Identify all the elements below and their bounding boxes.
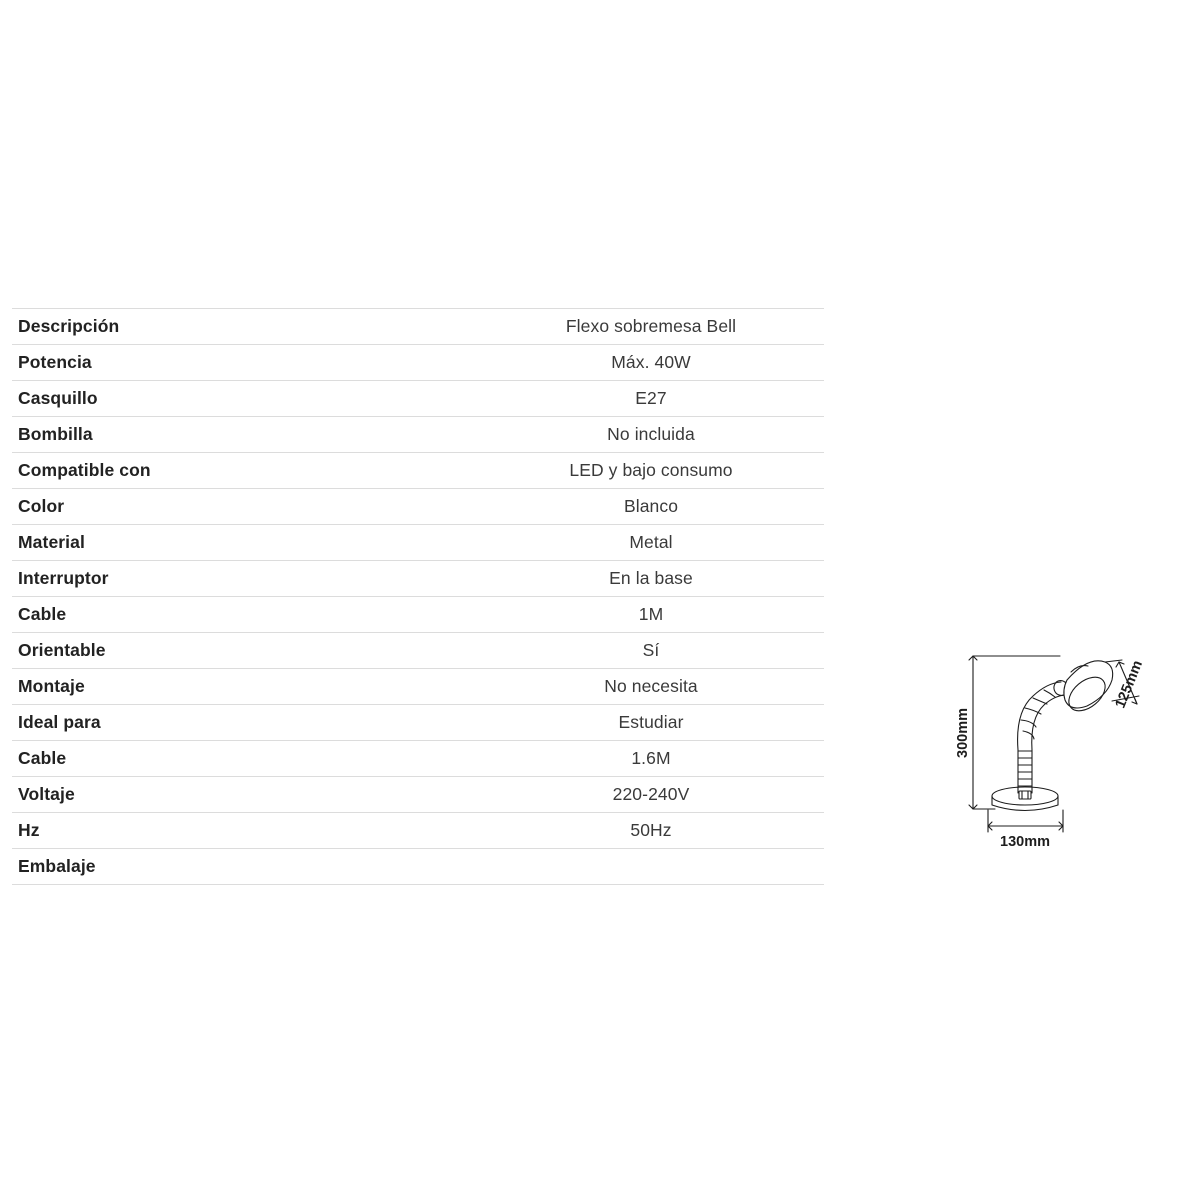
- table-row: [12, 813, 824, 849]
- table-row: [12, 777, 824, 813]
- height-dimension-label: 300mm: [955, 708, 971, 758]
- table-row: [12, 453, 824, 489]
- spec-value: 50Hz: [630, 819, 672, 840]
- spec-label: Potencia: [18, 351, 92, 372]
- spec-value: [478, 849, 824, 885]
- spec-label: Color: [18, 495, 65, 516]
- spec-value: Sí: [642, 639, 660, 660]
- table-row: [12, 669, 824, 705]
- spec-value: Estudiar: [618, 711, 684, 732]
- spec-label: Voltaje: [18, 783, 75, 804]
- spec-label: Interruptor: [18, 567, 109, 588]
- table-body: [12, 309, 824, 885]
- spec-value: Flexo sobremesa Bell: [565, 315, 737, 336]
- shade-dimension-label: 125mm: [1112, 658, 1147, 711]
- spec-value: E27: [635, 387, 667, 408]
- spec-label: Material: [18, 531, 85, 552]
- table-row: [12, 525, 824, 561]
- base-dimension-label: 130mm: [1000, 834, 1050, 850]
- spec-value: No incluida: [607, 423, 695, 444]
- table-row: [12, 597, 824, 633]
- spec-label: Casquillo: [18, 387, 98, 408]
- spec-value: Metal: [629, 531, 673, 552]
- spec-value: Máx. 40W: [611, 351, 691, 372]
- spec-label: Montaje: [18, 675, 85, 696]
- spec-label: Cable: [18, 603, 67, 624]
- spec-label: Embalaje: [18, 855, 96, 876]
- table-row: [12, 309, 824, 345]
- table-row: [12, 381, 824, 417]
- spec-value: Blanco: [623, 495, 679, 516]
- spec-value: 1M: [638, 603, 664, 624]
- spec-value: 1.6M: [631, 747, 671, 768]
- spec-label: Ideal para: [18, 711, 101, 732]
- table-row: [12, 705, 824, 741]
- spec-value: 220-240V: [612, 783, 690, 804]
- spec-value: En la base: [609, 567, 693, 588]
- table-row: [12, 489, 824, 525]
- dimension-drawing: [955, 600, 1155, 870]
- spec-label: Bombilla: [18, 423, 93, 444]
- table-row: [12, 561, 824, 597]
- table-row: [12, 345, 824, 381]
- table-row: [12, 849, 824, 885]
- spec-label: Hz: [18, 819, 40, 840]
- spec-label: Orientable: [18, 639, 106, 660]
- table-row: [12, 741, 824, 777]
- table-row: [12, 417, 824, 453]
- spec-label: Descripción: [18, 315, 120, 336]
- specifications-table: [12, 308, 824, 885]
- spec-value: No necesita: [604, 675, 698, 696]
- table-row: [12, 633, 824, 669]
- spec-label: Cable: [18, 747, 67, 768]
- spec-label: Compatible con: [18, 459, 151, 480]
- spec-value: LED y bajo consumo: [569, 459, 733, 480]
